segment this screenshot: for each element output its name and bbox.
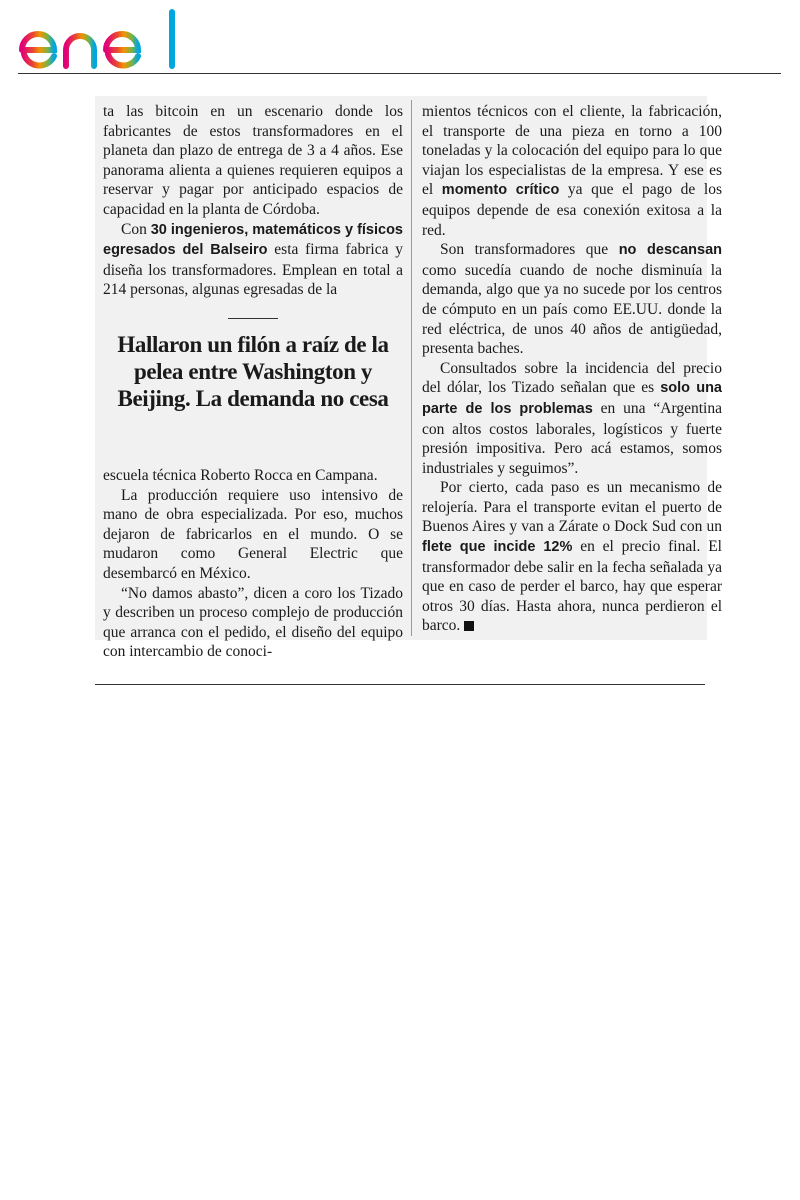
article-right-column [422,102,722,636]
text-run: Consultados sobre la incidencia del precio del dólar, los Tizado señalan que es [422,359,722,397]
text-run: mientos técnicos con el cliente, la fabricación, el transporte de una pieza en torno a 100 toneladas y la colocación del equipo para lo que viajan los especialistas de la empresa. Y ese es el [422,103,722,199]
enel-logo-mark [16,8,186,72]
article-left-column [103,102,403,662]
article-paragraph: ta las bitcoin en un escenario donde los fabricantes de estos transformadores en el planeta dan plazo de entrega de 3 a 4 años. Ese panorama alienta a quienes requieren equipos a reservar y pagar por anticipado espacios de capacidad en la planta de Córdoba. [103,103,403,218]
text-run: esta firma fabrica y diseña los transformadores. Emplean en total a 214 personas, algunas egresadas de la [103,241,403,299]
header-divider [18,73,781,74]
article-paragraph [422,478,722,636]
bold-highlight: 30 ingenieros, matemáticos y físicos egresados del Balseiro [103,221,404,259]
text-run: en el precio final. El transformador debe salir en la fecha señalada ya que en caso de perder el barco, hay que esperar otros 30 días. Hasta ahora, nunca perdieron el barco. [422,538,722,635]
bold-highlight: momento crítico [441,182,560,199]
text-run: en una “Argentina con altos costos laborales, logísticos y fuerte presión impositiva. Pero acá estamos, somos industriales y seguimos”. [422,399,722,477]
text-run: Son transformadores que [440,241,619,259]
newspaper-clipping [95,96,723,661]
article-paragraph: La producción requiere uso intensivo de mano de obra especializada. Por eso, muchos dejaron de fabricarlos en el mundo. O se mudaron como General Electric que desembarcó en México. [103,486,403,582]
text-run: Por cierto, cada paso es un mecanismo de relojería. Para el transporte evitan el puerto de Buenos Aires y van a Zárate o Dock Sud con un [422,479,722,536]
bold-highlight: no descansan [618,242,723,259]
article-paragraph [422,240,722,359]
column-divider [411,100,412,636]
text-run: ya que el pago de los equipos depende de esa conexión exitosa a la red. [422,181,723,239]
article-paragraph: escuela técnica Roberto Rocca en Campana. [103,466,378,484]
article-paragraph: “No damos abasto”, dicen a coro los Tizado y describen un proceso complejo de producción que arranca con el pedido, el diseño del equipo con intercambio de conoci- [103,584,403,661]
footer-divider [95,684,705,685]
pull-quote-rule [228,318,278,319]
text-run: Con [121,220,151,238]
article-paragraph [422,359,722,479]
article-paragraph [103,220,403,300]
article-paragraph [422,102,722,240]
text-run: como sucedía cuando de noche disminuía la demanda, algo que ya no sucede por los centros de cómputo en un país como EE.UU. donde la red eléctrica, de unos 40 años de antigüedad, presenta baches. [422,261,722,358]
bold-highlight: solo una parte de los problemas [422,380,722,417]
end-of-article-mark [464,621,474,631]
enel-logo [16,8,186,72]
pull-quote: Hallaron un filón a raíz de la pelea entre Washington y Beijing. La demanda no cesa [117,331,389,411]
bold-highlight: flete que incide 12% [422,539,573,556]
